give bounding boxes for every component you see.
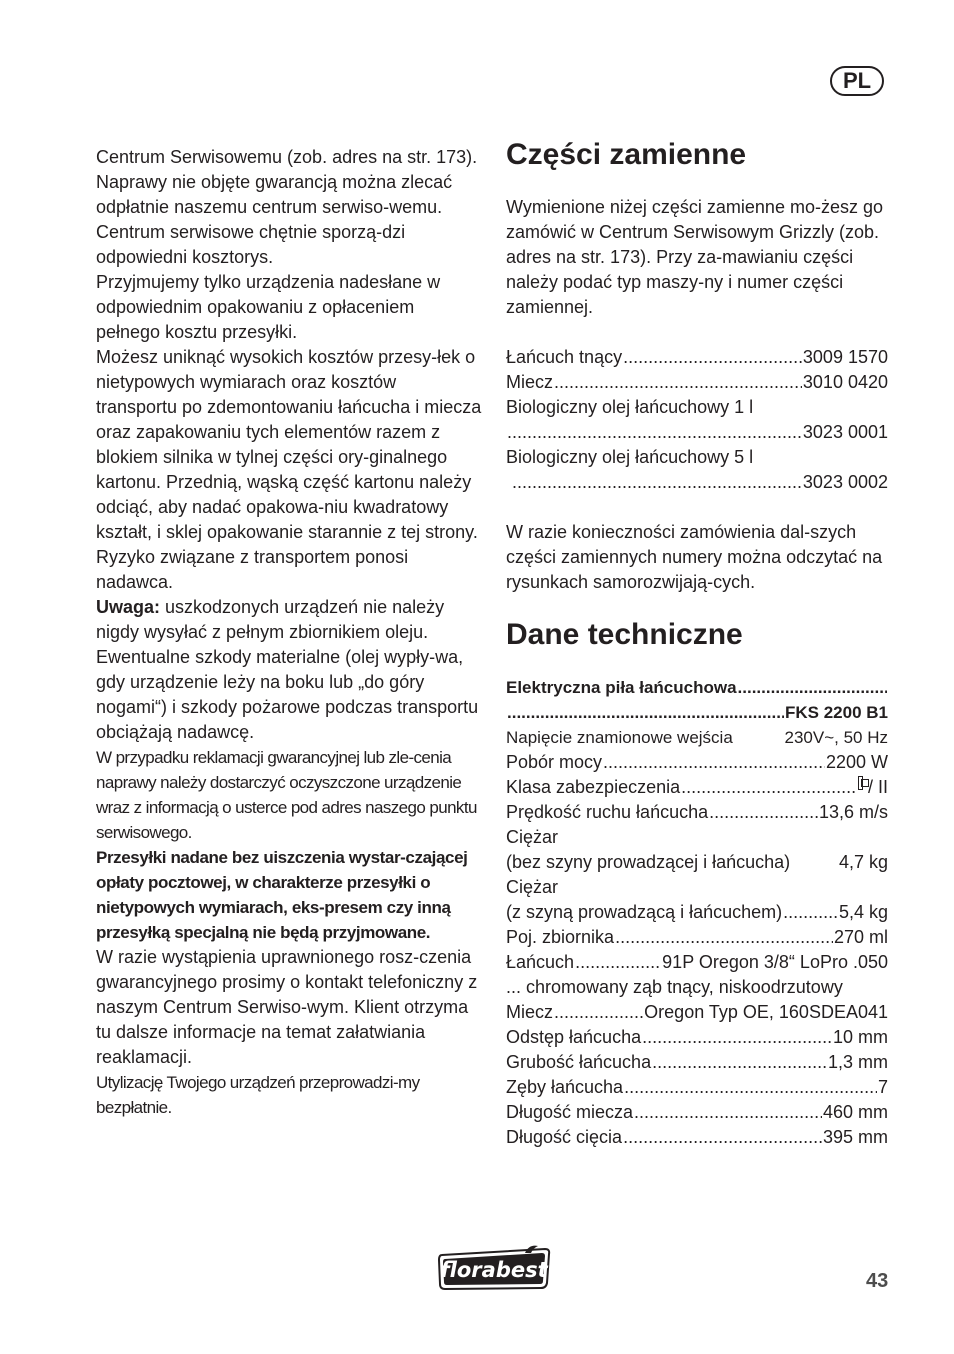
leader-dots xyxy=(642,1025,832,1050)
part-row xyxy=(506,420,888,445)
paragraph: W przypadku reklamacji gwarancyjnej lub zle-cenia naprawy należy dostarczyć oczyszczone urządzenie wraz z informacją o usterce pod adres naszego punktu serwisowego. xyxy=(96,748,477,842)
part-row xyxy=(506,470,888,495)
paragraph: Przyjmujemy tylko urządzenia nadesłane w odpowiednim opakowaniu z opłaceniem pełnego kosztu przesyłki. xyxy=(96,272,441,342)
spec-row xyxy=(506,925,888,950)
part-number: 3023 0002 xyxy=(802,472,888,492)
spec-value: Oregon Typ OE, 160SDEA041 xyxy=(644,1002,888,1022)
spec-row xyxy=(506,725,888,750)
paragraph-warning xyxy=(96,595,482,745)
spec-value: 230V~, 50 Hz xyxy=(784,728,888,747)
spec-value: / II xyxy=(867,777,888,797)
part-number: 3010 0420 xyxy=(802,372,888,392)
spec-value-continued: ... chromowany ząb tnący, niskoodrzutowy xyxy=(506,977,843,997)
leader-dots xyxy=(507,420,802,445)
spec-label: Pobór mocy xyxy=(506,752,603,772)
leader-dots xyxy=(623,345,802,370)
spec-value: 5,4 kg xyxy=(838,902,888,922)
part-name: Miecz xyxy=(506,372,554,392)
spec-label: Miecz xyxy=(506,1002,554,1022)
product-row xyxy=(506,675,888,700)
part-row xyxy=(506,345,888,370)
right-column xyxy=(506,135,888,1150)
leader-dots xyxy=(603,750,825,775)
spec-row xyxy=(506,1075,888,1100)
spec-value: 460 mm xyxy=(822,1102,888,1122)
spec-row xyxy=(506,975,888,1000)
leader-dots xyxy=(681,775,857,800)
left-column xyxy=(96,145,482,1120)
florabest-logo xyxy=(437,1245,553,1293)
spare-parts-heading: Części zamienne xyxy=(506,138,747,171)
part-name-row xyxy=(506,445,888,470)
spec-label: (bez szyny prowadzącej i łańcucha) xyxy=(506,852,791,872)
spec-label: Ciężar xyxy=(506,827,559,847)
leader-dots xyxy=(615,925,833,950)
language-badge: PL xyxy=(830,66,884,96)
leader-dots xyxy=(554,370,802,395)
spec-label: Ciężar xyxy=(506,877,559,897)
spec-value: 2200 W xyxy=(825,752,888,772)
leader-dots xyxy=(575,950,661,975)
spec-row xyxy=(506,850,888,875)
page-number: 43 xyxy=(866,1270,889,1292)
spec-label: Prędkość ruchu łańcucha xyxy=(506,802,709,822)
spec-row xyxy=(506,950,888,975)
leader-dots xyxy=(738,675,887,700)
brand-name: florabest xyxy=(440,1258,548,1282)
leader-dots xyxy=(634,1100,822,1125)
spec-label: (z szyną prowadzącą i łańcuchem) xyxy=(506,902,783,922)
spec-value: 13,6 m/s xyxy=(818,802,888,822)
leader-dots xyxy=(783,900,838,925)
leader-dots xyxy=(709,800,818,825)
paragraph-bold: Przesyłki nadane bez uiszczenia wystar-czającej opłaty pocztowej, w charakterze przesyłki o nietypowych wymiarach, eks-presem czy inną przesyłką specjalną nie będą przyjmowane. xyxy=(96,848,468,942)
spec-row xyxy=(506,800,888,825)
paragraph: W razie wystąpienia uprawnionego rosz-czenia gwarancyjnego prosimy o kontakt telefoniczny z naszym Centrum Serwiso-wym. Klient otrzyma tu dalsze informacje na temat załatwiania reaklamacji. xyxy=(96,947,478,1067)
spec-label: Długość miecza xyxy=(506,1102,634,1122)
product-model-row xyxy=(506,700,888,725)
part-number: 3023 0001 xyxy=(802,422,888,442)
warning-text: uszkodzonych urządzeń nie należy nigdy wysyłać z pełnym zbiornikiem oleju. Ewentualne szkody materialne (olej wypły-wa, gdy urządzenie leży na boku lub „do góry nogami“) i szkody pożarowe podczas transportu obciążają nadawcę. xyxy=(96,597,479,742)
spec-row xyxy=(506,1000,888,1025)
paragraph: Ryzyko związane z transportem ponosi nadawca. xyxy=(96,547,409,592)
spec-value: 10 mm xyxy=(832,1027,888,1047)
spare-parts-intro: Wymienione niżej części zamienne mo-żesz go zamówić w Centrum Serwisowym Grizzly (zob. adres na str. 173). Przy za-mawianiu części należy podać typ maszy-ny i numer części zamiennej. xyxy=(506,197,883,317)
spec-row xyxy=(506,1025,888,1050)
part-name: Łańcuch tnący xyxy=(506,347,623,367)
paragraph: Centrum Serwisowemu (zob. adres na str. 173). Naprawy nie objęte gwarancją można zlecać odpłatnie naszemu centrum serwiso-wemu. Centrum serwisowe chętnie sporzą-dzi odpowiedni kosztorys. xyxy=(96,147,478,267)
spec-value: 7 xyxy=(877,1077,888,1097)
spec-value: 395 mm xyxy=(822,1127,888,1147)
tech-data-heading: Dane techniczne xyxy=(506,618,743,651)
part-row xyxy=(506,370,888,395)
part-name: Biologiczny olej łańcuchowy 5 l xyxy=(506,447,754,467)
spec-value: 4,7 kg xyxy=(838,852,888,872)
spec-label: Odstęp łańcucha xyxy=(506,1027,642,1047)
spec-label: Klasa zabezpieczenia xyxy=(506,777,681,797)
spec-label: Grubość łańcucha xyxy=(506,1052,652,1072)
spec-row xyxy=(506,750,888,775)
leader-dots xyxy=(652,1050,827,1075)
leader-dots xyxy=(624,1075,877,1100)
spec-label: Poj. zbiornika xyxy=(506,927,615,947)
product-label: Elektryczna piła łańcuchowa xyxy=(506,678,737,697)
paragraph: Możesz uniknąć wysokich kosztów przesy-łek o nietypowych wymiarach oraz kosztów transportu po zdemontowaniu łańcucha i miecza oraz zapakowaniu tych elementów razem z blokiem silnika w tylnej części ory-ginalnego kartonu. Przednią, wąską część kartonu należy odciąć, aby nadać opakowa-niu kwadratowy kształt, i sklej opakowanie starannie z tej strony. xyxy=(96,347,482,542)
spec-row xyxy=(506,1125,888,1150)
protection-class-icon xyxy=(858,776,863,790)
spec-label: Długość cięcia xyxy=(506,1127,623,1147)
spare-parts-note: W razie konieczności zamówienia dal-szych części zamiennych numery można odczytać na rysunkach samorozwijają-cych. xyxy=(506,522,883,592)
leader-dots xyxy=(512,470,802,495)
spec-value: 91P Oregon 3/8“ LoPro .050 xyxy=(662,952,888,972)
spec-value: 1,3 mm xyxy=(827,1052,888,1072)
spec-row xyxy=(506,775,888,800)
leader-dots xyxy=(623,1125,822,1150)
spec-label: Łańcuch xyxy=(506,952,575,972)
product-model: FKS 2200 B1 xyxy=(785,703,888,722)
paragraph: Utylizację Twojego urządzeń przeprowadzi-my bezpłatnie. xyxy=(96,1073,420,1117)
leader-dots xyxy=(554,1000,643,1025)
spec-label: Zęby łańcucha xyxy=(506,1077,624,1097)
spec-row xyxy=(506,1100,888,1125)
part-name-row xyxy=(506,395,888,420)
spec-row xyxy=(506,825,888,850)
spec-row xyxy=(506,1050,888,1075)
warning-label: Uwaga: xyxy=(96,597,161,617)
part-number: 3009 1570 xyxy=(802,347,888,367)
spec-label: Napięcie znamionowe wejścia xyxy=(506,728,733,747)
spec-row xyxy=(506,900,888,925)
spec-value: 270 ml xyxy=(833,927,888,947)
spec-row xyxy=(506,875,888,900)
part-name: Biologiczny olej łańcuchowy 1 l xyxy=(506,397,754,417)
leader-dots xyxy=(507,700,784,725)
